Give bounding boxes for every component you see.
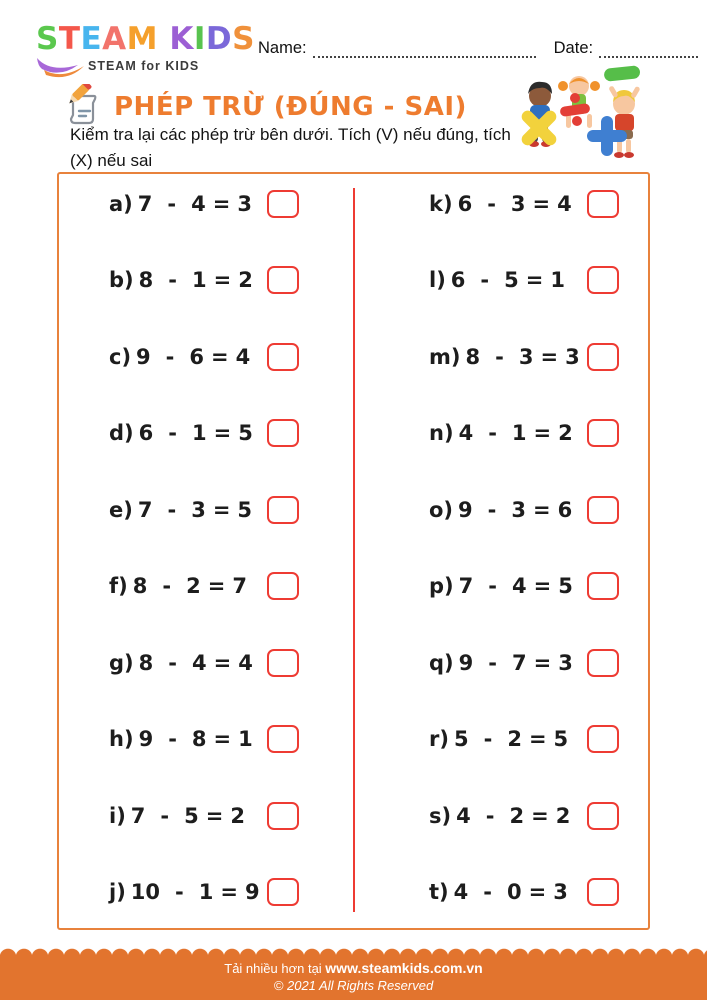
result: 3	[565, 344, 580, 369]
answer-checkbox[interactable]	[587, 572, 619, 600]
minus-sign: -	[487, 192, 496, 216]
subtraction-equation	[429, 498, 572, 522]
problem-row	[429, 572, 619, 600]
minus-sign: -	[485, 803, 495, 828]
problem-label: h)	[109, 727, 134, 752]
logo-letter: A	[102, 21, 127, 57]
subtrahend: 1	[511, 421, 527, 446]
subtrahend: 6	[189, 344, 205, 369]
minuend: 9	[458, 650, 474, 675]
problems-column-left	[109, 174, 309, 928]
problem-row	[429, 419, 619, 447]
column-divider	[353, 188, 355, 912]
problem-row	[109, 572, 299, 600]
equals-sign: =	[531, 803, 549, 828]
footer-copyright: © 2021 All Rights Reserved	[273, 978, 434, 993]
footer	[0, 948, 707, 1000]
problem-row	[429, 496, 619, 524]
equals-sign: =	[207, 574, 226, 599]
minuend: 9	[138, 727, 154, 752]
subtraction-equation	[109, 192, 252, 216]
subtrahend: 5	[504, 268, 519, 293]
problem-row	[109, 878, 299, 906]
answer-checkbox[interactable]	[267, 878, 299, 906]
instructions-text: Kiểm tra lại các phép trừ bên dưới. Tích (V) nếu đúng, tích (X) nếu sai	[70, 125, 511, 171]
answer-checkbox[interactable]	[587, 266, 619, 294]
result: 2	[558, 421, 573, 446]
minus-sign: -	[483, 727, 493, 752]
footer-website-link[interactable]: www.steamkids.com.vn	[325, 960, 483, 976]
minus-sign: -	[168, 421, 177, 446]
subtraction-equation	[429, 268, 565, 292]
answer-checkbox[interactable]	[587, 878, 619, 906]
result: 2	[238, 268, 253, 293]
problem-row	[429, 878, 619, 906]
equals-sign: =	[528, 727, 547, 752]
problem-label: a)	[109, 192, 133, 216]
answer-checkbox[interactable]	[587, 190, 619, 218]
subtrahend: 4	[191, 192, 206, 216]
logo-letter: D	[205, 21, 233, 57]
result: 5	[237, 497, 253, 522]
equals-sign: =	[205, 803, 224, 828]
problem-row	[109, 496, 299, 524]
logo-letter	[158, 21, 169, 57]
subtrahend: 1	[191, 421, 207, 446]
subtraction-equation	[109, 498, 252, 522]
answer-checkbox[interactable]	[587, 649, 619, 677]
date-label: Date:	[553, 39, 594, 57]
answer-checkbox[interactable]	[267, 496, 299, 524]
equals-sign: =	[211, 344, 229, 369]
problem-row	[429, 190, 619, 218]
problem-label: i)	[109, 803, 126, 828]
minuend: 6	[138, 421, 154, 446]
equals-sign: =	[213, 650, 232, 675]
logo-wordmark	[36, 21, 255, 57]
minuend: 7	[137, 192, 153, 216]
minus-sign: -	[495, 344, 504, 369]
name-input-line[interactable]	[313, 38, 536, 58]
result: 3	[237, 192, 252, 216]
problem-label: l)	[429, 268, 446, 293]
minus-sign: -	[483, 879, 492, 904]
problem-row	[109, 343, 299, 371]
subtraction-equation	[429, 345, 580, 369]
answer-checkbox[interactable]	[267, 343, 299, 371]
problem-label: o)	[429, 497, 454, 522]
answer-checkbox[interactable]	[267, 190, 299, 218]
footer-scallop-edge	[0, 948, 707, 957]
problem-row	[429, 649, 619, 677]
problem-label: e)	[109, 497, 133, 522]
answer-checkbox[interactable]	[587, 725, 619, 753]
minus-sign: -	[488, 650, 497, 675]
result: 5	[238, 421, 253, 446]
page-title: PHÉP TRỪ (ĐÚNG - SAI)	[114, 92, 467, 122]
equals-sign: =	[212, 192, 231, 216]
date-input-line[interactable]	[599, 38, 698, 58]
result: 4	[557, 192, 572, 216]
problem-row	[109, 725, 299, 753]
result: 2	[230, 803, 245, 828]
minuend: 4	[456, 803, 471, 828]
equals-sign: =	[525, 268, 544, 293]
problem-label: k)	[429, 192, 453, 216]
minuend: 9	[458, 497, 473, 522]
minuend: 8	[138, 650, 154, 675]
footer-prefix: Tải nhiều hơn tại	[224, 961, 326, 976]
minuend: 8	[132, 574, 148, 599]
name-label: Name:	[258, 39, 307, 57]
equals-sign: =	[533, 421, 552, 446]
problem-row	[429, 802, 619, 830]
minuend: 4	[453, 879, 469, 904]
minus-sign: -	[160, 803, 170, 828]
problem-label: q)	[429, 650, 454, 675]
answer-checkbox[interactable]	[267, 419, 299, 447]
minus-sign: -	[480, 268, 490, 293]
subtrahend: 8	[191, 727, 207, 752]
minuend: 9	[136, 344, 151, 369]
problem-label: g)	[109, 650, 134, 675]
kids-math-illustration	[512, 64, 654, 168]
subtraction-equation	[429, 804, 570, 828]
problem-label: c)	[109, 344, 132, 369]
result: 3	[553, 879, 568, 904]
minus-sign: -	[487, 497, 497, 522]
logo-letter: K	[169, 21, 194, 57]
logo-swoosh-icon	[36, 56, 86, 80]
minus-sign: -	[162, 574, 172, 599]
problems-column-right	[429, 174, 629, 928]
problem-label: b)	[109, 268, 134, 293]
result: 9	[244, 879, 260, 904]
subtrahend: 1	[198, 879, 214, 904]
result: 4	[238, 650, 253, 675]
problem-label: j)	[109, 879, 126, 904]
subtrahend: 3	[518, 344, 534, 369]
problem-row	[109, 419, 299, 447]
result: 6	[557, 497, 573, 522]
problem-row	[429, 725, 619, 753]
minus-sign: -	[168, 268, 177, 293]
equals-sign: =	[213, 421, 232, 446]
problem-row	[429, 266, 619, 294]
minus-sign: -	[168, 650, 177, 675]
minuend: 7	[458, 574, 474, 599]
result: 3	[558, 650, 573, 675]
result: 2	[555, 803, 571, 828]
minus-sign: -	[167, 497, 177, 522]
equals-sign: =	[220, 879, 238, 904]
minus-sign: -	[168, 727, 177, 752]
equals-sign: =	[528, 879, 547, 904]
result: 4	[235, 344, 251, 369]
answer-checkbox[interactable]	[587, 419, 619, 447]
equals-sign: =	[213, 268, 232, 293]
minuend: 8	[138, 268, 154, 293]
subtrahend: 4	[191, 650, 207, 675]
subtrahend: 2	[509, 803, 525, 828]
answer-checkbox[interactable]	[267, 649, 299, 677]
subtrahend: 7	[511, 650, 527, 675]
result: 5	[553, 727, 569, 752]
equals-sign: =	[540, 344, 559, 369]
steam-kids-logo	[36, 21, 255, 80]
problem-row	[109, 802, 299, 830]
minus-sign: -	[165, 344, 175, 369]
subtraction-equation	[429, 727, 568, 751]
problem-label: m)	[429, 344, 461, 369]
subtrahend: 3	[511, 497, 526, 522]
name-date-row	[258, 38, 698, 58]
subtraction-equation	[109, 804, 245, 828]
subtraction-equation	[429, 192, 572, 216]
subtraction-equation	[109, 268, 253, 292]
subtraction-equation	[109, 880, 260, 904]
subtraction-equation	[109, 574, 247, 598]
problem-row	[109, 266, 299, 294]
problem-label: d)	[109, 421, 134, 446]
subtraction-equation	[109, 727, 253, 751]
problem-label: f)	[109, 574, 128, 599]
result: 1	[550, 268, 565, 293]
problem-label: r)	[429, 727, 449, 752]
minuend: 6	[457, 192, 473, 216]
minuend: 10	[130, 879, 161, 904]
subtrahend: 5	[184, 803, 199, 828]
minuend: 5	[453, 727, 469, 752]
problem-row	[429, 343, 619, 371]
answer-checkbox[interactable]	[267, 725, 299, 753]
logo-letter: S	[36, 21, 59, 57]
result: 7	[232, 574, 247, 599]
equals-sign: =	[532, 192, 551, 216]
answer-checkbox[interactable]	[267, 572, 299, 600]
result: 5	[558, 574, 573, 599]
minus-sign: -	[488, 574, 497, 599]
equals-sign: =	[533, 574, 552, 599]
answer-checkbox[interactable]	[587, 802, 619, 830]
subtrahend: 2	[507, 727, 522, 752]
logo-letter: S	[232, 21, 255, 57]
subtraction-equation	[109, 345, 250, 369]
logo-letter: I	[193, 21, 206, 57]
problem-label: p)	[429, 574, 454, 599]
answer-checkbox[interactable]	[267, 802, 299, 830]
minus-sign: -	[488, 421, 497, 446]
subtraction-equation	[429, 880, 568, 904]
subtraction-equation	[429, 651, 573, 675]
problem-label: s)	[429, 803, 452, 828]
answer-checkbox[interactable]	[587, 343, 619, 371]
subtrahend: 0	[506, 879, 522, 904]
footer-download-text	[0, 960, 707, 976]
subtraction-equation	[109, 421, 253, 445]
answer-checkbox[interactable]	[267, 266, 299, 294]
minuend: 6	[450, 268, 466, 293]
problem-row	[109, 649, 299, 677]
minus-sign: -	[175, 879, 184, 904]
problem-row	[109, 190, 299, 218]
subtraction-equation	[109, 651, 253, 675]
subtrahend: 2	[186, 574, 201, 599]
subtrahend: 3	[510, 192, 526, 216]
equals-sign: =	[212, 497, 231, 522]
subtraction-equation	[429, 421, 573, 445]
equals-sign: =	[213, 727, 232, 752]
minuend: 4	[458, 421, 474, 446]
minuend: 7	[130, 803, 146, 828]
result: 1	[238, 727, 253, 752]
subtrahend: 1	[191, 268, 207, 293]
problem-label: n)	[429, 421, 454, 446]
minuend: 8	[465, 344, 481, 369]
equals-sign: =	[533, 650, 552, 675]
minuend: 7	[137, 497, 153, 522]
logo-letter: M	[126, 21, 159, 57]
minus-sign: -	[167, 192, 177, 216]
answer-checkbox[interactable]	[587, 496, 619, 524]
subtrahend: 3	[191, 497, 206, 522]
equals-sign: =	[533, 497, 551, 522]
logo-letter: E	[80, 21, 103, 57]
subtraction-equation	[429, 574, 573, 598]
logo-letter: T	[58, 21, 81, 57]
problems-box	[57, 172, 650, 930]
problem-label: t)	[429, 879, 449, 904]
logo-tagline: STEAM for KIDS	[88, 59, 200, 73]
subtrahend: 4	[511, 574, 527, 599]
